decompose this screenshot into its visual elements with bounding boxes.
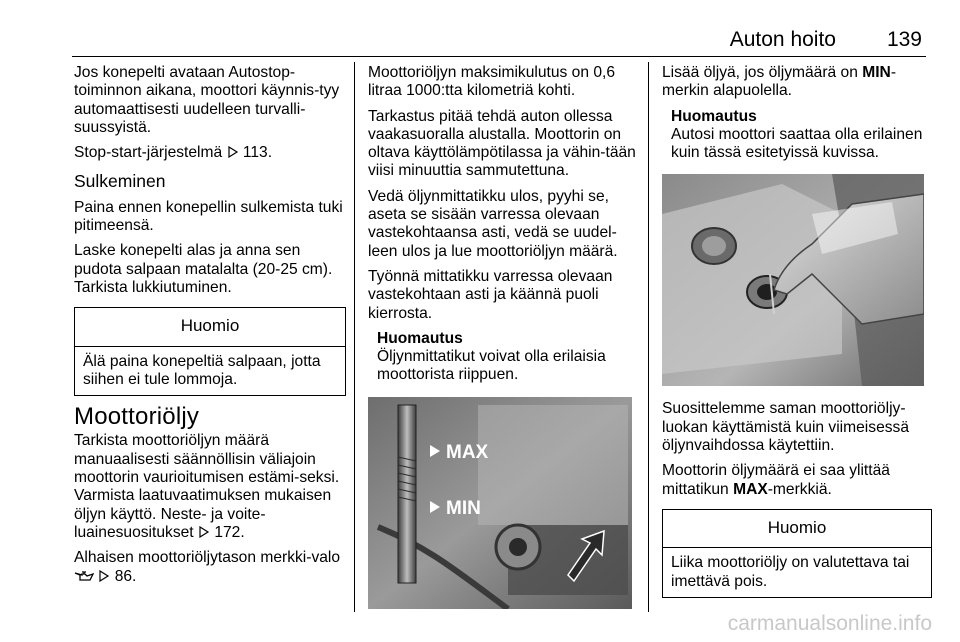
paragraph: Työnnä mittatikku varressa olevaan vastekohtaan asti ja käännä puoli kierrosta. xyxy=(368,267,613,322)
dipstick-photo xyxy=(368,397,632,609)
remark xyxy=(662,108,932,163)
engine-oil-heading: Moottoriöljy xyxy=(74,403,200,431)
paragraph: Jos konepelti avataan Autostop-toiminnon aikana, moottori käynnis-tyy automaattisesti uudelleen turvalli-suussyistä. xyxy=(74,64,340,136)
column-divider xyxy=(354,62,355,612)
paragraph: Laske konepelti alas ja anna sen pudota salpaan matalalta (20-25 cm). Tarkista lukkiutuminen. xyxy=(74,242,333,296)
page-reference-arrow-icon xyxy=(198,526,210,538)
paragraph: Alhaisen moottoriöljytason merkki-valo 86. xyxy=(74,549,341,585)
page-reference-link[interactable]: 113. xyxy=(242,144,273,162)
column-middle xyxy=(368,64,636,609)
remark-text: Öljynmittatikut voivat olla erilaisia moottorista riippuen. xyxy=(377,348,606,384)
caution-box xyxy=(74,307,346,396)
caution-title: Huomio xyxy=(75,308,345,346)
page-reference-link[interactable]: 172. xyxy=(214,523,245,541)
oil-filling-photo xyxy=(662,174,924,386)
section-title: Auton hoito xyxy=(729,28,836,51)
watermark: carmanualsonline.info xyxy=(727,612,932,635)
page-reference-arrow-icon xyxy=(227,146,239,158)
page-reference-arrow-icon xyxy=(98,570,110,582)
paragraph: Moottoriöljyn maksimikulutus on 0,6 litraa 1000:tta kilometriä kohti. xyxy=(368,64,616,100)
paragraph: Stop-start-järjestelmä 113. xyxy=(74,144,273,162)
paragraph: Lisää öljyä, jos öljymäärä on MIN-merkin alapuolella. xyxy=(662,64,897,100)
column-divider xyxy=(648,62,649,612)
remark-title: Huomautus xyxy=(377,329,463,347)
paragraph: Tarkastus pitää tehdä auton ollessa vaakasuoralla alustalla. Moottorin on oltava käyttölämpötilassa ja vähin-tään viisi minuuttia sammutettuna. xyxy=(368,107,636,180)
caution-box xyxy=(662,509,932,598)
max-label: MAX xyxy=(446,441,489,463)
caution-text: Liika moottoriöljy on valutettava tai imettävä pois. xyxy=(671,554,910,590)
caution-text: Älä paina konepeltiä salpaan, jotta siihen ei tule lommoja. xyxy=(83,352,321,388)
column-left xyxy=(74,64,346,593)
paragraph: Moottorin öljymäärä ei saa ylittää mittatikun MAX-merkkiä. xyxy=(662,462,890,498)
page-reference-link[interactable]: 86. xyxy=(114,567,137,585)
column-right xyxy=(662,64,932,598)
page-header xyxy=(72,8,926,57)
caution-title: Huomio xyxy=(663,510,931,548)
remark-title: Huomautus xyxy=(671,107,757,125)
remark-text: Autosi moottori saattaa olla erilainen kuin tässä esitetyissä kuvissa. xyxy=(671,125,923,162)
paragraph: Paina ennen konepellin sulkemista tuki pitimeensä. xyxy=(74,198,343,235)
oil-can-warning-icon xyxy=(74,570,94,582)
closing-heading: Sulkeminen xyxy=(74,171,166,192)
paragraph: Suosittelemme saman moottoriöljy-luokan käyttämistä kuin viimeisessä öljynvaihdossa käytettiin. xyxy=(662,400,910,455)
remark xyxy=(368,330,636,385)
min-label: MIN xyxy=(446,497,481,519)
page-number: 139 xyxy=(886,28,922,51)
paragraph: Vedä öljynmittatikku ulos, pyyhi se, aseta se sisään varressa olevaan vastekohtaansa asti, vedä se uudel-leen ulos ja lue moottoriöljyn määrä. xyxy=(368,187,618,260)
paragraph: Tarkista moottoriöljyn määrä manuaalisesti säännöllisin väliajoin moottorin vaurioitumisen estämi-seksi. Varmista laatuvaatimuksen mukaisen öljyn käyttö. Neste- ja voite-luainesuositukset 172. xyxy=(74,432,340,541)
